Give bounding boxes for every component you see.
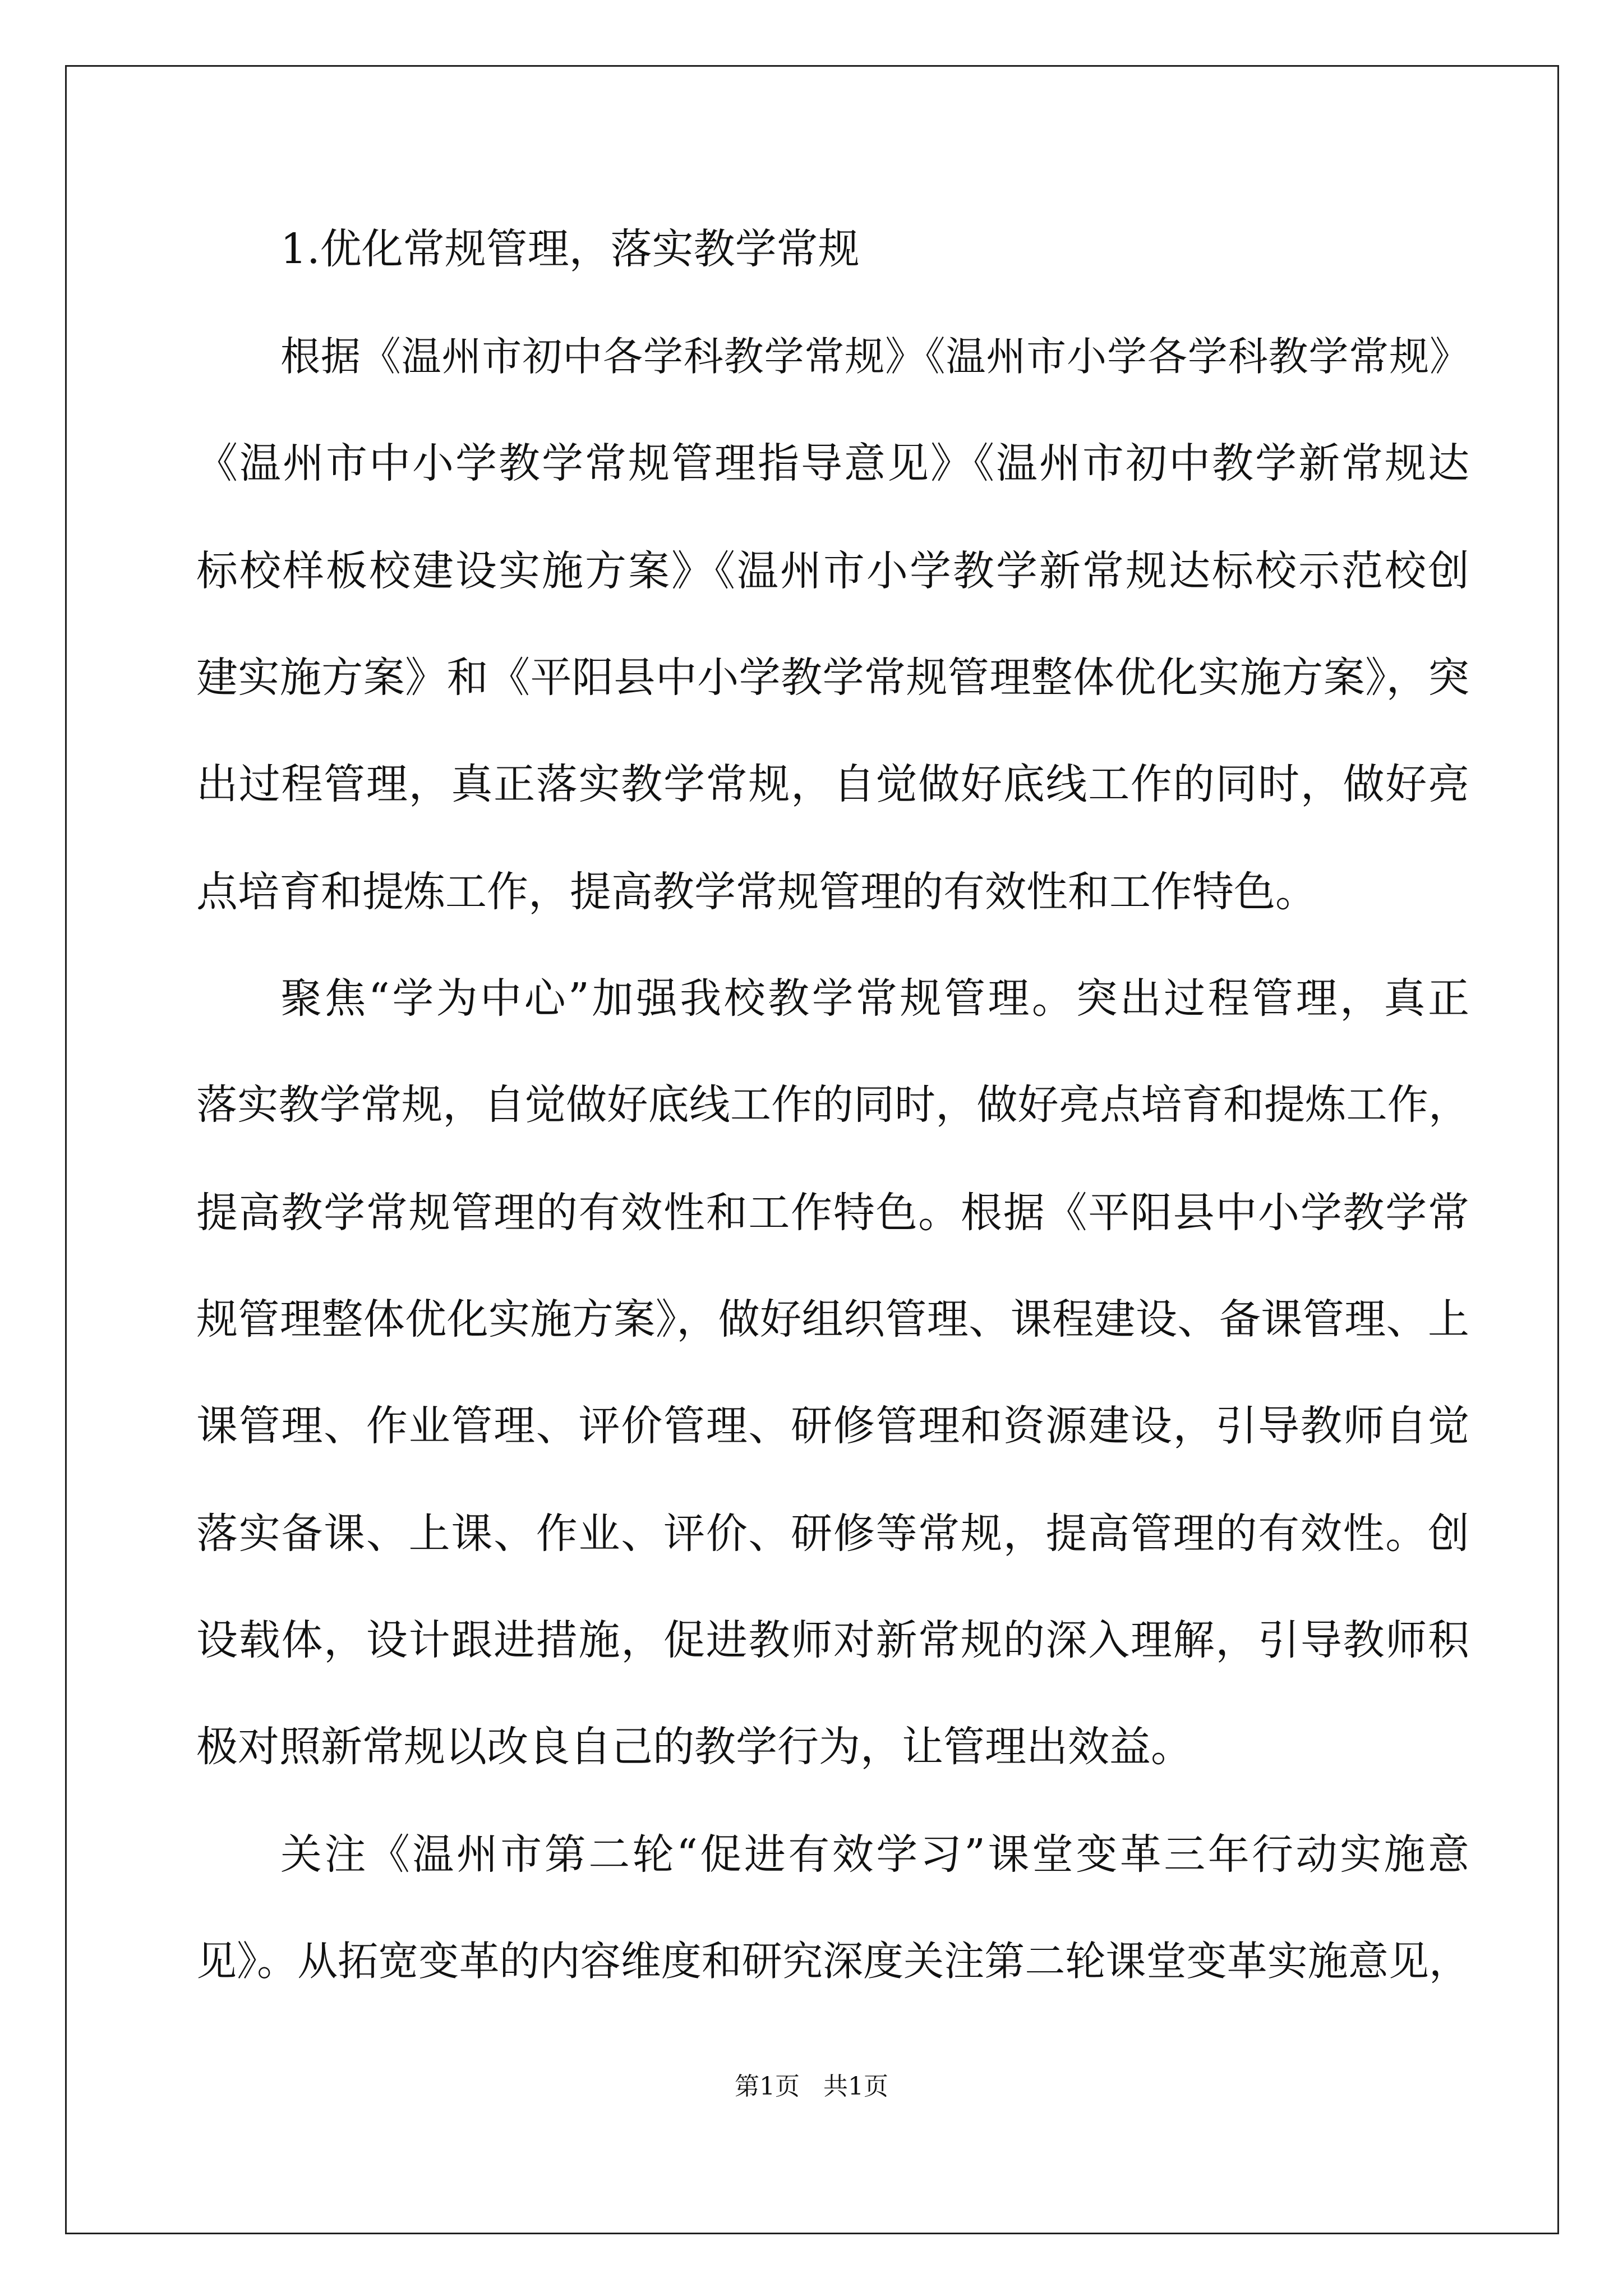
paragraph-line: 根据《温州市初中各学科教学常规》《温州市小学各学科教学常规》 xyxy=(280,333,1469,380)
paragraph-line: 关注《温州市第二轮“促进有效学习”课堂变革三年行动实施意 xyxy=(280,1830,1469,1879)
paragraph-line: 见》。从拓宽变革的内容维度和研究深度关注第二轮课堂变革实施意见， xyxy=(196,1938,1469,1985)
paragraph-line: 聚焦“学为中心”加强我校教学常规管理。突出过程管理，真正 xyxy=(280,974,1469,1023)
paragraph-line: 落实备课、上课、作业、评价、研修等常规，提高管理的有效性。创 xyxy=(196,1510,1469,1558)
paragraph-line: 标校样板校建设实施方案》《温州市小学教学新常规达标校示范校创 xyxy=(196,547,1469,595)
section-heading: 1.优化常规管理，落实教学常规 xyxy=(280,225,860,273)
paragraph-line: 建实施方案》和《平阳县中小学教学常规管理整体优化实施方案》，突 xyxy=(196,654,1469,702)
page-footer: 第1页 共1页 xyxy=(735,2072,888,2101)
paragraph-line: 极对照新常规以改良自己的教学行为，让管理出效益。 xyxy=(196,1723,1192,1771)
paragraph-line: 设载体，设计跟进措施，促进教师对新常规的深入理解，引导教师积 xyxy=(196,1616,1469,1664)
paragraph-line: 落实教学常规，自觉做好底线工作的同时，做好亮点培育和提炼工作， xyxy=(196,1081,1469,1129)
paragraph-line: 课管理、作业管理、评价管理、研修管理和资源建设，引导教师自觉 xyxy=(196,1402,1469,1450)
paragraph-line: 点培育和提炼工作，提高教学常规管理的有效性和工作特色。 xyxy=(196,868,1317,916)
page-border xyxy=(65,65,1559,2234)
paragraph-line: 提高教学常规管理的有效性和工作特色。根据《平阳县中小学教学常 xyxy=(196,1189,1469,1237)
paragraph-line: 《温州市中小学教学常规管理指导意见》《温州市初中教学新常规达 xyxy=(196,439,1469,487)
paragraph-line: 出过程管理，真正落实教学常规，自觉做好底线工作的同时，做好亮 xyxy=(196,760,1469,808)
paragraph-line: 规管理整体优化实施方案》，做好组织管理、课程建设、备课管理、上 xyxy=(196,1295,1469,1343)
